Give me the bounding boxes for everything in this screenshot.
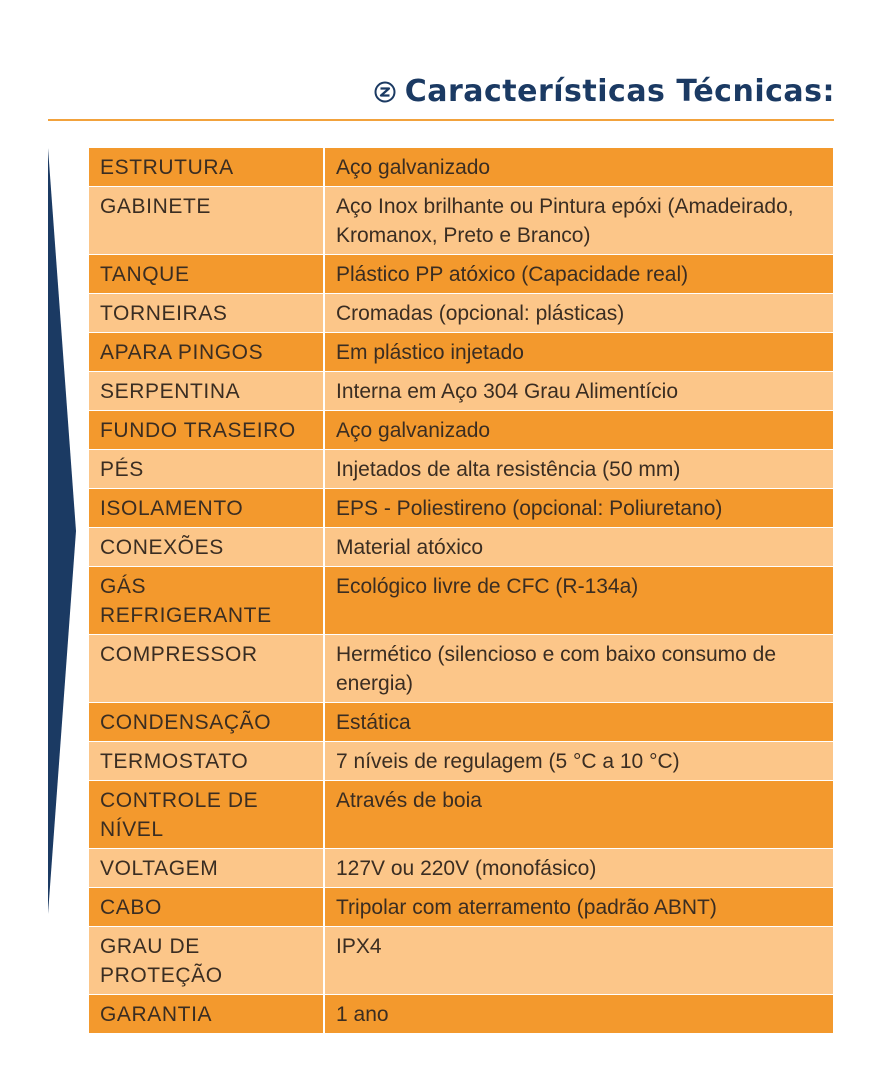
table-row [89,527,833,566]
spec-value: Em plástico injetado [325,332,833,371]
spec-label: GRAU DE PROTEÇÃO [89,926,325,994]
spec-value: Tripolar com aterramento (padrão ABNT) [325,887,833,926]
spec-label: CONDENSAÇÃO [89,702,325,741]
spec-label: TORNEIRAS [89,293,325,332]
table-row [89,371,833,410]
table-row [89,780,833,848]
spec-label: ESTRUTURA [89,148,325,186]
spec-label: TERMOSTATO [89,741,325,780]
table-row [89,887,833,926]
spec-label: PÉS [89,449,325,488]
table-row [89,488,833,527]
spec-label: FUNDO TRASEIRO [89,410,325,449]
table-row [89,741,833,780]
spec-value: IPX4 [325,926,833,994]
spec-label: VOLTAGEM [89,848,325,887]
spec-value: EPS - Poliestireno (opcional: Poliuretano) [325,488,833,527]
section-header [374,66,835,116]
title-divider [48,119,834,121]
spec-value: Hermético (silencioso e com baixo consumo de energia) [325,634,833,702]
page-title: Características Técnicas: [404,73,835,109]
spec-label: CONTROLE DE NÍVEL [89,780,325,848]
spec-label: CABO [89,887,325,926]
spec-label: CONEXÕES [89,527,325,566]
table-row [89,148,833,186]
spec-value: Plástico PP atóxico (Capacidade real) [325,254,833,293]
spec-table-body [89,148,833,1033]
spec-value: Aço Inox brilhante ou Pintura epóxi (Amadeirado, Kromanox, Preto e Branco) [325,186,833,254]
spec-label: ISOLAMENTO [89,488,325,527]
spec-value: 7 níveis de regulagem (5 °C a 10 °C) [325,741,833,780]
spec-value: Através de boia [325,780,833,848]
table-row [89,994,833,1033]
table-row [89,186,833,254]
spec-value: Injetados de alta resistência (50 mm) [325,449,833,488]
spec-value: Aço galvanizado [325,410,833,449]
spec-value: 1 ano [325,994,833,1033]
spec-value: Ecológico livre de CFC (R-134a) [325,566,833,634]
table-row [89,449,833,488]
table-row [89,410,833,449]
table-row [89,848,833,887]
table-row [89,332,833,371]
table-row [89,702,833,741]
table-row [89,254,833,293]
spec-value: 127V ou 220V (monofásico) [325,848,833,887]
spec-value: Estática [325,702,833,741]
spec-value: Cromadas (opcional: plásticas) [325,293,833,332]
spec-label: APARA PINGOS [89,332,325,371]
table-row [89,293,833,332]
spec-label: COMPRESSOR [89,634,325,702]
table-row [89,634,833,702]
spec-label: GABINETE [89,186,325,254]
spec-value: Aço galvanizado [325,148,833,186]
spec-label: GARANTIA [89,994,325,1033]
spec-label: SERPENTINA [89,371,325,410]
spec-value: Material atóxico [325,527,833,566]
z-logo-icon [374,81,396,103]
spec-value: Interna em Aço 304 Grau Alimentício [325,371,833,410]
spec-label: TANQUE [89,254,325,293]
spec-table [89,148,833,1033]
side-decoration [48,148,82,914]
table-row [89,926,833,994]
spec-label: GÁS REFRIGERANTE [89,566,325,634]
table-row [89,566,833,634]
